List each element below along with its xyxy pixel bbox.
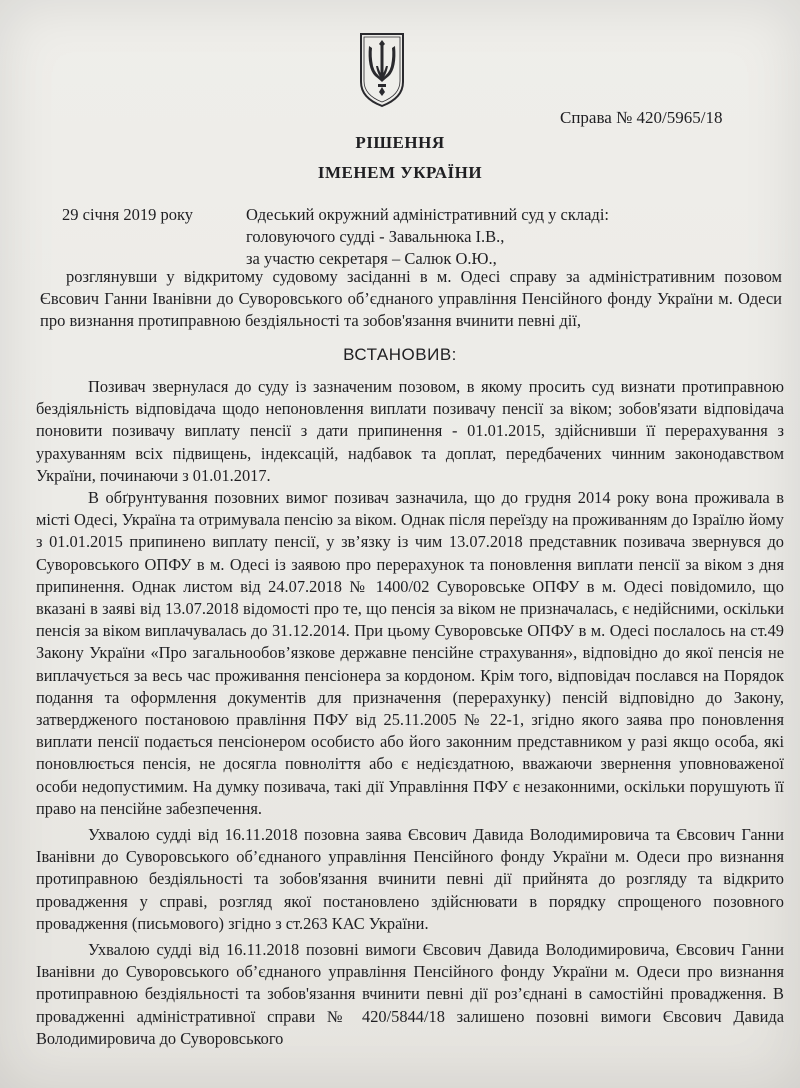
decision-date: 29 січня 2019 року bbox=[62, 205, 194, 224]
case-number: Справа № 420/5965/18 bbox=[560, 108, 723, 127]
decision-body bbox=[36, 376, 784, 1050]
coat-of-arms-trident-icon bbox=[358, 32, 406, 108]
body-paragraph: Ухвалою судді від 16.11.2018 позовні вимоги Євсович Давида Володимировича, Євсович Ганни Іванівни до Суворовського об’єднаного управління Пенсійного фонду України м. Одеси про визнання протиправною бездіяльності та зобов'язання вчинити певні дії роз’єднані в самостійні провадження. В провадженні адміністративної справи № 420/5844/18 залишено позовні вимоги Євсович Давида Володимировича до Суворовського bbox=[36, 940, 784, 1048]
document-title: РІШЕННЯ bbox=[355, 133, 445, 152]
document-subtitle: ІМЕНЕМ УКРАЇНИ bbox=[317, 163, 483, 182]
court-composition: Одеський окружний адміністративний суд у складі: bbox=[246, 205, 609, 224]
presiding-judge: головуючого судді - Завальнюка І.В., bbox=[246, 227, 505, 246]
case-intro-paragraph: розглянувши у відкритому судовому засіданні в м. Одесі справу за адміністративним позовом Євсович Ганни Іванівни до Суворовського об’єднаного управління Пенсійного фонду України м. Одеси про визнання протиправною бездіяльності та зобов'язання вчинити певні дії, bbox=[40, 267, 782, 330]
section-heading-established: ВСТАНОВИВ: bbox=[343, 345, 457, 364]
body-paragraph: В обґрунтування позовних вимог позивач зазначила, що до грудня 2014 року вона проживала в місті Одесі, Україна та отримувала пенсію за віком. Однак після переїзду на проживанням до Ізраїлю йому з 01.01.2015 припинено виплату пенсії, у зв’язку із чим 13.07.2018 представник позивача звернувся до Суворовського ОПФУ в м. Одесі із заявою про перерахунок та поновлення виплати пенсії за віком з дня припинення. Однак листом від 24.07.2018 № 1400/02 Суворовське ОПФУ в м. Одесі повідомило, що вказані в заяві від 13.07.2018 відомості про те, що пенсія за віком не призначалась, є недійсними, оскільки пенсія за віком виплачувалась до 31.12.2014. При цьому Суворовське ОПФУ в м. Одесі послалось на ст.49 Закону України «Про загальнообов’язкове державне пенсійне страхування», відповідно до якої пенсія не виплачується за весь час проживання пенсіонера за кордоном. Крім того, відповідач послався на Порядок подання та оформлення документів для призначення (перерахунку) пенсій відповідно до Закону, затвердженого постановою правління ПФУ від 25.11.2005 № 22-1, згідно якого заява про поновлення виплати пенсії подається пенсіонером особисто або його законним представником у разі якщо особа, які поновлюється пенсія, не досягла повноліття або є недієздатною, вважаючи звернення уповноваженої особи недопустимим. На думку позивача, такі дії Управління ПФУ є незаконними, оскільки порушують її право на пенсійне забезпечення. bbox=[36, 488, 784, 818]
body-paragraph: Позивач звернулася до суду із зазначеним позовом, в якому просить суд визнати протиправною бездіяльність відповідача щодо непоновлення виплати позивачу пенсії за віком; зобов'язати відповідача поновити позивачу виплату пенсії з дати припинення - 01.01.2015, здійснивши її перерахування з урахуванням всіх підвищень, індексацій, надбавок та доплат, передбачених чинним законодавством України, починаючи з 01.01.2017. bbox=[36, 377, 784, 485]
court-secretary: за участю секретаря – Салюк О.Ю., bbox=[246, 249, 497, 268]
body-paragraph: Ухвалою судді від 16.11.2018 позовна заява Євсович Давида Володимировича та Євсович Ганни Іванівни до Суворовського об’єднаного управління Пенсійного фонду України м. Одеси про визнання протиправною бездіяльності та зобов'язання вчинити певні дії прийнята до розгляду та відкрито провадження у справі, розгляд якої постановлено здійснювати в порядку спрощеного позовного провадження (письмового) згідно з ст.263 КАС України. bbox=[36, 825, 784, 933]
